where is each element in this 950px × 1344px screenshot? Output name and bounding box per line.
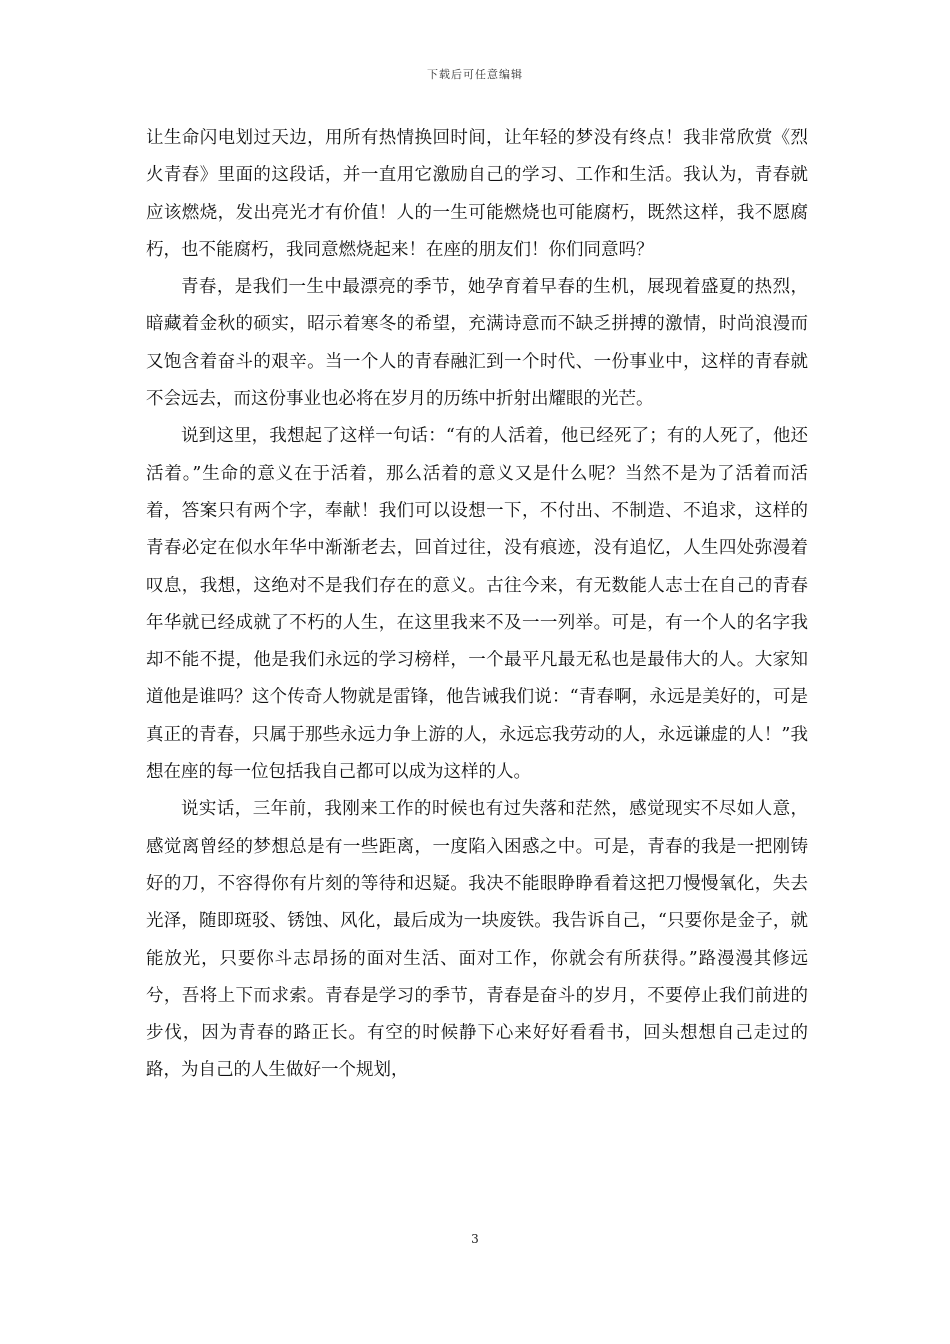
document-body (146, 120, 808, 1090)
header-note: 下载后可任意编辑 (427, 68, 523, 81)
paragraph-3: 说到这里，我想起了这样一句话：“有的人活着，他已经死了；有的人死了，他还活着。”生命的意义在于活着，那么活着的意义又是什么呢？当然不是为了活着而活着，答案只有两个字，奉献！我们可以设想一下，不付出、不制造、不追求，这样的青春必定在似水年华中渐渐老去，回首过往，没有痕迹，没有追忆，人生四处弥漫着叹息，我想，这绝对不是我们存在的意义。古往今来，有无数能人志士在自己的青春年华就已经成就了不朽的人生，在这里我来不及一一列举。可是，有一个人的名字我却不能不提，他是我们永远的学习榜样，一个最平凡最无私也是最伟大的人。大家知道他是谁吗？这个传奇人物就是雷锋，他告诫我们说：“青春啊，永远是美好的，可是真正的青春，只属于那些永远力争上游的人，永远忘我劳动的人，永远谦虚的人！”我想在座的每一位包括我自己都可以成为这样的人。 (146, 426, 808, 783)
page-number: 3 (471, 1232, 479, 1246)
paragraph-1: 让生命闪电划过天边，用所有热情换回时间，让年轻的梦没有终点！我非常欣赏《烈火青春》里面的这段话，并一直用它激励自己的学习、工作和生活。我认为，青春就应该燃烧，发出亮光才有价值！人的一生可能燃烧也可能腐朽，既然这样，我不愿腐朽，也不能腐朽，我同意燃烧起来！在座的朋友们！你们同意吗？ (146, 128, 808, 260)
paragraph-2: 青春，是我们一生中最漂亮的季节，她孕育着早春的生机，展现着盛夏的热烈，暗藏着金秋的硕实，昭示着寒冬的希望，充满诗意而不缺乏拼搏的激情，时尚浪漫而又饱含着奋斗的艰辛。当一个人的青春融汇到一个时代、一份事业中，这样的青春就不会远去，而这份事业也必将在岁月的历练中折射出耀眼的光芒。 (146, 277, 808, 410)
paragraph-4: 说实话，三年前，我刚来工作的时候也有过失落和茫然，感觉现实不尽如人意，感觉离曾经的梦想总是有一些距离，一度陷入困惑之中。可是，青春的我是一把刚铸好的刀，不容得你有片刻的等待和迟疑。我决不能眼睁睁看着这把刀慢慢氧化，失去光泽，随即斑驳、锈蚀、风化，最后成为一块废铁。我告诉自己，“只要你是金子，就能放光，只要你斗志昂扬的面对生活、面对工作，你就会有所获得。”路漫漫其修远兮，吾将上下而求索。青春是学习的季节，青春是奋斗的岁月，不要停止我们前进的步伐，因为青春的路正长。有空的时候静下心来好好看看书，回头想想自己走过的路，为自己的人生做好一个规划， (146, 799, 808, 1081)
